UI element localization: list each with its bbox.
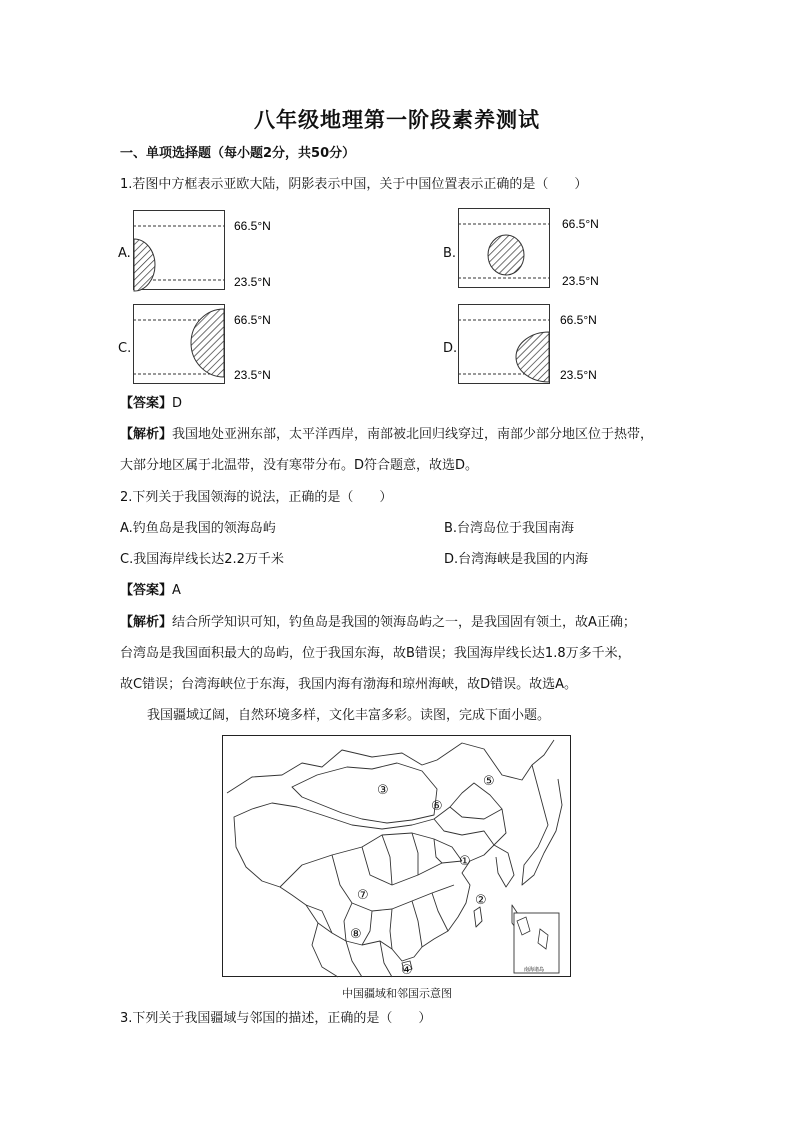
lat-23-a: 23.5°N [234,275,271,289]
q1-option-c-label: C. [118,341,132,356]
marker-8: ⑧ [350,927,362,942]
lat-23-c: 23.5°N [234,368,271,382]
lat-23-d: 23.5°N [560,368,597,382]
q1-figure-a [133,210,333,300]
china-shape-c [191,309,224,377]
q2-analysis-line1 [120,615,636,631]
q2-analysis-tag: 【解析】 [120,615,173,630]
lat-66-d: 66.5°N [560,313,597,327]
china-shape-a [134,239,155,291]
marker-3: ③ [377,783,389,798]
q1-figure-c [133,304,333,389]
q1-analysis-line1 [120,427,653,443]
lat-23-b: 23.5°N [562,274,599,288]
inset-label: 南海诸岛 [524,967,545,973]
marker-7: ⑦ [357,888,369,903]
marker-5: ⑤ [483,774,495,789]
q1-option-d-label: D. [443,341,458,356]
q2-option-d: D.台湾海峡是我国的内海 [444,552,589,567]
q2-answer-tag: 【答案】 [120,583,173,598]
q1-answer-value: D [172,396,183,411]
q2-answer-value: A [172,583,181,598]
q2-analysis-line2: 台湾岛是我国面积最大的岛屿，位于我国东海，故B错误；我国海岸线长达1.8万多千米， [120,646,631,661]
china-map [222,735,572,980]
q2-option-b: B.台湾岛位于我国南海 [444,521,575,536]
south-sea-inset [514,913,559,973]
q2-option-a: A.钓鱼岛是我国的领海岛屿 [120,521,276,536]
q2-answer [120,583,181,599]
q2-stem: 2.下列关于我国领海的说法，正确的是（ ） [120,490,393,505]
map-caption: 中国疆域和邻国示意图 [342,987,452,1000]
q1-figure-d [458,304,658,389]
q1-option-b-label: B. [443,246,457,261]
q1-analysis-line2: 大部分地区属于北温带，没有寒带分布。D符合题意，故选D。 [120,458,479,473]
q2-analysis-line3: 故C错误；台湾海峡位于东海，我国内海有渤海和琼州海峡，故D错误。故选A。 [120,677,577,692]
q1-figure-b [458,208,658,298]
q1-stem: 1.若图中方框表示亚欧大陆，阴影表示中国，关于中国位置表示正确的是（ ） [120,177,588,192]
q3-stem: 3.下列关于我国疆域与邻国的描述，正确的是（ ） [120,1011,432,1026]
page-title: 八年级地理第一阶段素养测试 [254,108,540,132]
china-shape-b [488,235,524,275]
q1-answer [120,396,182,412]
q1-analysis-text1: 我国地处亚洲东部，太平洋西岸，南部被北回归线穿过，南部少部分地区位于热带， [172,427,654,442]
q1-option-a-label: A. [118,246,131,261]
marker-1: ① [459,854,471,869]
marker-2: ② [475,893,487,908]
lat-66-a: 66.5°N [234,219,271,233]
q1-analysis-tag: 【解析】 [120,427,173,442]
marker-4: ④ [401,963,413,978]
q1-answer-tag: 【答案】 [120,396,173,411]
q2-option-c: C.我国海岸线长达2.2万千米 [120,552,284,567]
q2-analysis-text1: 结合所学知识可知，钓鱼岛是我国的领海岛屿之一，是我国固有领土，故A正确； [172,615,636,630]
marker-6: ⑥ [431,799,443,814]
lat-66-b: 66.5°N [562,217,599,231]
map-intro: 我国疆域辽阔，自然环境多样，文化丰富多彩。读图，完成下面小题。 [147,708,551,723]
section-heading: 一、单项选择题（每小题2分，共50分） [120,146,356,161]
lat-66-c: 66.5°N [234,313,271,327]
